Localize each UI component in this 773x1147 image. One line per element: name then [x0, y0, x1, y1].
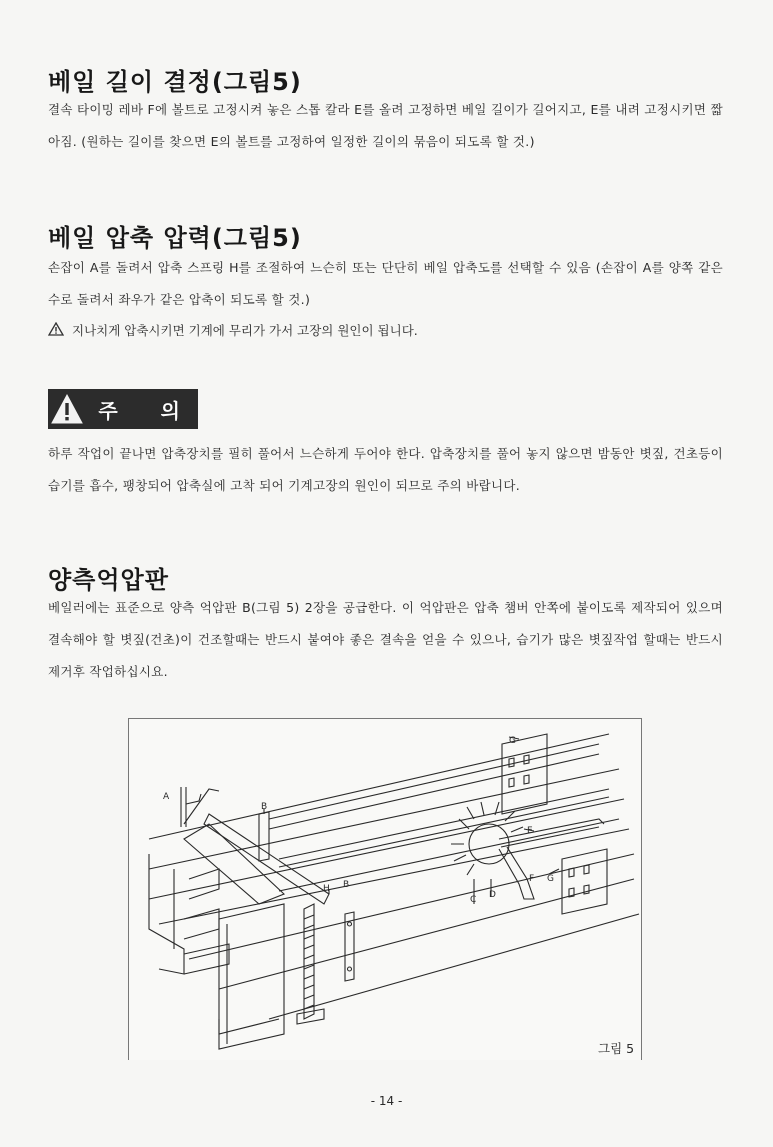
label-b-top: B: [261, 802, 268, 812]
section-title-bale-pressure: 베일 압축 압력(그림5): [48, 224, 302, 252]
bale-pressure-text: 손잡이 A를 돌려서 압축 스프링 H를 조절하여 느슨히 또는 단단히 베일 압축도를 선택할 수 있음 (손잡이 A를 양쪽 같은 수로 돌려서 좌우가 같은 압축이 되도록 할 것.): [48, 260, 723, 307]
page-number: - 14 -: [370, 1094, 403, 1108]
caution-text: 하루 작업이 끝나면 압축장치를 필히 풀어서 느슨하게 두어야 한다. 압축장치를 풀어 놓지 않으면 밤동안 볏짚, 건초등이 습기를 흡수, 팽창되어 압축실에 고착 되어 기계고장의 원인이 되므로 주의 바랍니다.: [48, 446, 723, 493]
pressure-warning: [48, 318, 723, 345]
label-g-right: G: [547, 874, 554, 884]
baler-figure: [128, 718, 642, 1060]
baler-illustration: [129, 719, 641, 1060]
label-h: H: [323, 884, 330, 894]
bale-length-text: 결속 타이밍 레바 F에 볼트로 고정시켜 놓은 스톱 칼라 E를 올려 고정하면 베일 길이가 길어지고, E를 내려 고정시키면 짧아짐. (원하는 길이를 찾으면 E의 볼트를 고정하여 일정한 길이의 묶음이 되도록 할 것.): [48, 102, 723, 149]
section-title-side-plates: 양측억압판: [48, 566, 169, 594]
label-e: E: [527, 826, 533, 836]
label-c: C: [470, 895, 477, 905]
caution-label: 주 의: [98, 398, 198, 423]
pressure-warning-text: 지나치게 압축시키면 기계에 무리가 가서 고장의 원인이 됩니다.: [72, 323, 418, 338]
label-b: B: [343, 880, 350, 890]
label-f: F: [529, 874, 535, 884]
caution-banner: [48, 389, 198, 429]
section-title-bale-length: 베일 길이 결정(그림5): [48, 68, 302, 96]
label-d: D: [489, 890, 496, 900]
exclamation-triangle-icon: [48, 389, 86, 429]
warning-triangle-icon: [48, 319, 64, 345]
figure-caption: 그림 5: [598, 1041, 635, 1056]
label-g-top: G: [509, 736, 516, 746]
side-plates-text: 베일러에는 표준으로 양측 억압판 B(그림 5) 2장을 공급한다. 이 억압판은 압축 챔버 안쪽에 붙이도록 제작되어 있으며 결속해야 할 볏짚(건초)이 건조할때는 반드시 붙여야 좋은 결속을 얻을 수 있으나, 습기가 많은 볏짚작업 할때는 반드시 제거후 작업하십시요.: [48, 600, 723, 679]
label-a: A: [163, 792, 170, 802]
